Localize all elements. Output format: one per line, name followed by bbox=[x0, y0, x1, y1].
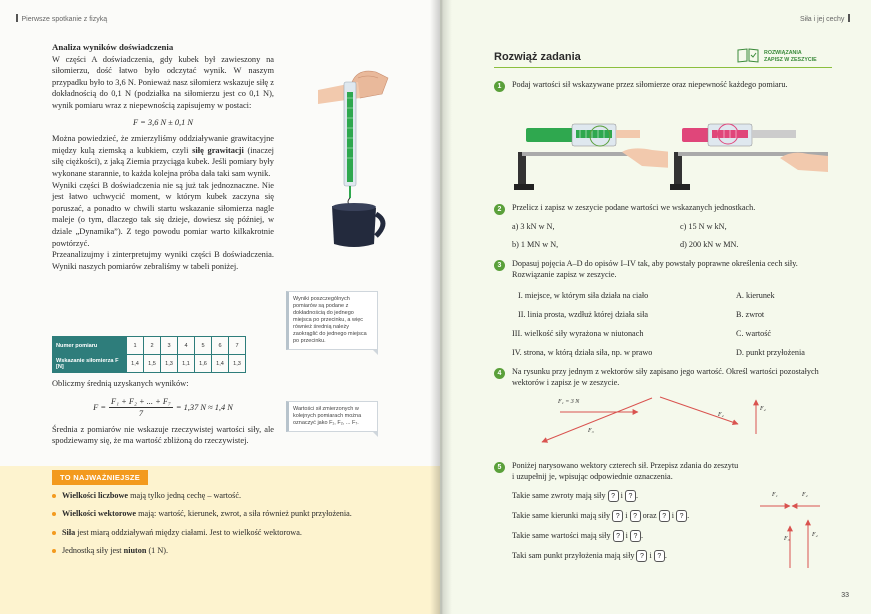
table-cell: 1,3 bbox=[161, 355, 178, 373]
task1-text: Podaj wartości sił wskazywane przez siłomierze oraz niepewność każdego pomiaru. bbox=[512, 80, 788, 89]
sentence-text: i bbox=[649, 551, 652, 560]
task3-left-item: II. linia prosta, wzdłuż której działa siła bbox=[518, 310, 649, 319]
answer-box: ? bbox=[612, 510, 623, 522]
list-item bbox=[52, 508, 382, 519]
answer-box: ? bbox=[625, 490, 636, 502]
summary-bold: niuton bbox=[123, 546, 147, 556]
running-head-text: Pierwsze spotkanie z fizyką bbox=[21, 16, 108, 23]
summary-text: mają tylko jedną cechę – wartość. bbox=[128, 491, 242, 500]
page-gutter bbox=[430, 0, 452, 614]
fraction-denominator: 7 bbox=[138, 409, 144, 419]
note-corner bbox=[372, 431, 378, 437]
title-rule bbox=[494, 67, 832, 68]
analysis-paragraph-2 bbox=[52, 133, 274, 179]
table-header-cell: Wskazanie siłomierza F [N] bbox=[53, 355, 127, 373]
force-meter-photo-b bbox=[668, 112, 828, 194]
task5-sentence bbox=[512, 550, 667, 562]
analysis-heading: Analiza wyników doświadczenia bbox=[52, 42, 174, 52]
mean-intro: Obliczmy średnią uzyskanych wyników: bbox=[52, 379, 189, 388]
task2-item: d) 200 kN w MN. bbox=[680, 240, 739, 249]
force-meter-photo-a bbox=[512, 112, 672, 194]
task2-item: b) 1 MN w N, bbox=[512, 240, 559, 249]
table-header-cell: Numer pomiaru bbox=[53, 337, 127, 355]
sentence-text: . bbox=[664, 551, 667, 560]
task-number: 4 bbox=[494, 368, 505, 379]
task3-right-item: C. wartość bbox=[736, 329, 772, 338]
answer-box: ? bbox=[613, 530, 624, 542]
summary-bold: Wielkości wektorowe bbox=[62, 509, 137, 519]
table-cell: 1,6 bbox=[195, 355, 212, 373]
task2-text: Przelicz i zapisz w zeszycie podane wartości we wskazanych jednostkach. bbox=[512, 203, 756, 212]
table-cell: 3 bbox=[161, 337, 178, 355]
mean-section bbox=[52, 378, 274, 447]
para2-text: Można powiedzieć, że zmierzyliśmy oddziaływanie grawitacyjne między kulą ziemską a kubkiem, czyli bbox=[52, 134, 274, 155]
analysis-paragraph-3: Wyniki części B doświadczenia nie są już tak jednoznaczne. Nie jest łatwo uchwycić moment, w którym kubek zaczyna się poruszać, a ponadto w chwili startu wskazanie siłomierza nagle maleje (o tym, dlaczego tak się dzieje, dowiesz się później, w dziale „Dynamika”). Z tego powodu pomiar warto kilkakrotnie powtórzyć. bbox=[52, 180, 274, 248]
sentence-text: . bbox=[635, 491, 639, 500]
task3-right-item: B. zwrot bbox=[736, 310, 765, 319]
task-number: 5 bbox=[494, 462, 505, 473]
summary-bold: Wielkości liczbowe bbox=[62, 491, 129, 500]
table-cell: 6 bbox=[212, 337, 229, 355]
mean-fraction bbox=[109, 396, 173, 420]
vector-f2 bbox=[660, 397, 738, 424]
notebook-icon bbox=[736, 47, 760, 63]
vector-f2-label: F₂ bbox=[718, 412, 724, 418]
analysis-section bbox=[52, 42, 274, 272]
sentence-text: . bbox=[640, 531, 644, 540]
task3-left-item: III. wielkość siły wyrażona w niutonach bbox=[512, 329, 644, 338]
vector-f4-label: F₄ bbox=[812, 532, 818, 538]
task-number: 1 bbox=[494, 81, 505, 92]
answer-box: ? bbox=[676, 510, 687, 522]
table-cell: 1,1 bbox=[178, 355, 195, 373]
task4-text: Na rysunku przy jednym z wektorów siły zapisano jego wartość. Określ wartości pozostałych wektorów i zapisz je w zeszycie. bbox=[512, 367, 819, 388]
mean-formula-lhs: F = bbox=[93, 402, 106, 412]
sentence-text: i bbox=[625, 511, 628, 520]
summary-text: (1 N). bbox=[146, 546, 169, 556]
table-cell: 4 bbox=[178, 337, 195, 355]
right-running-head bbox=[800, 14, 854, 23]
side-note-rounding bbox=[286, 291, 378, 350]
task-number: 3 bbox=[494, 260, 505, 271]
answer-box: ? bbox=[659, 510, 670, 522]
task3-left-item: IV. strona, w którą działa siła, np. w prawo bbox=[512, 348, 653, 357]
mean-conclusion: Średnia z pomiarów nie wskazuje rzeczywistej wartości siły, ale spodziewamy się, że ma wartość zbliżoną do rzeczywistej. bbox=[52, 424, 274, 446]
para2-rest: (inaczej siłę ciężkości), z jaką Ziemia przyciąga kubek. Jeśli pomiary były wykonane starannie, to każda kolejna próba dała taki sam wynik. bbox=[52, 145, 275, 178]
task5-text: Poniżej narysowano wektory czterech sił. Przepisz zdania do zeszytu i uzupełnij je, wpisując odpowiednie oznaczenia. bbox=[512, 461, 739, 482]
analysis-paragraph-4: Przeanalizujmy i zinterpretujmy wyniki części B doświadczenia. Wyniki naszych pomiarów zebraliśmy w tabeli poniżej. bbox=[52, 250, 274, 271]
running-head-text: Siła i jej cechy bbox=[800, 16, 845, 23]
mean-formula-rhs: = 1,37 N ≈ 1,4 N bbox=[175, 402, 233, 412]
summary-text: Jednostką siły jest bbox=[62, 546, 124, 556]
sentence-text: Taki sam punkt przyłożenia mają siły bbox=[512, 551, 635, 560]
answer-box: ? bbox=[608, 490, 619, 502]
vector-f1-label: F₁ = 3 N bbox=[558, 399, 580, 405]
solutions-badge bbox=[736, 47, 836, 67]
task3-left-item: I. miejsce, w którym siła działa na ciało bbox=[518, 291, 649, 300]
task3-right-item: D. punkt przyłożenia bbox=[736, 348, 805, 357]
summary-bold: Siła bbox=[62, 527, 76, 537]
vector-f3-label: F₃ bbox=[588, 428, 594, 434]
task3-text: Dopasuj pojęcia A–D do opisów I–IV tak, aby powstały poprawne określenia cech siły. Rozwiązanie zapisz w zeszycie. bbox=[512, 259, 798, 280]
task2-item: c) 15 N w kN, bbox=[680, 222, 727, 231]
table-cell: 1,5 bbox=[144, 355, 161, 373]
task5-sentence bbox=[512, 510, 689, 522]
sentence-text: Takie same kierunki mają siły bbox=[512, 511, 611, 520]
table-cell: 1,4 bbox=[127, 355, 144, 373]
sentence-text: Takie same zwroty mają siły bbox=[512, 491, 606, 500]
summary-text: jest miarą oddziaływań między ciałami. Jest to wielkość wektorowa. bbox=[75, 527, 302, 537]
badge-line-2: ZAPISZ W ZESZYCIE bbox=[764, 57, 817, 63]
table-cell: 1 bbox=[127, 337, 144, 355]
mean-formula bbox=[52, 396, 274, 420]
task5-sentence bbox=[512, 530, 643, 542]
summary-title: TO NAJWAŻNIEJSZE bbox=[52, 470, 148, 485]
task-number: 2 bbox=[494, 204, 505, 215]
sentence-text: oraz bbox=[642, 511, 657, 520]
answer-box: ? bbox=[630, 510, 641, 522]
fraction-numerator: F₁ + F₂ + ... + F₇ bbox=[109, 396, 173, 409]
task3-right-item: A. kierunek bbox=[736, 291, 775, 300]
table-row bbox=[53, 355, 246, 373]
table-cell: 2 bbox=[144, 337, 161, 355]
sentence-text: i bbox=[625, 531, 628, 540]
para2-bold: siłę grawitacji bbox=[192, 145, 244, 155]
table-cell: 1,3 bbox=[229, 355, 246, 373]
left-running-head bbox=[12, 14, 107, 23]
formula-result: F = 3,6 N ± 0,1 N bbox=[132, 117, 194, 127]
vector-f1-label: F₁ bbox=[772, 492, 778, 498]
list-item bbox=[52, 545, 382, 556]
table-cell: 5 bbox=[195, 337, 212, 355]
sentence-text: i bbox=[620, 491, 623, 500]
page-number: 33 bbox=[841, 592, 849, 599]
vector-f4-label: F₄ bbox=[760, 406, 766, 412]
force-meter-photo bbox=[318, 38, 422, 250]
side-note-rounding-text: Wyniki poszczególnych pomiarów są podane z dokładnością do jednego miejsca po przecinku, a więc również średnią należy zaokrąglić do jednego miejsca po przecinku. bbox=[293, 296, 367, 344]
answer-box: ? bbox=[636, 550, 647, 562]
badge-line-1: ROZWIĄZANIA bbox=[764, 50, 802, 56]
answer-box: ? bbox=[630, 530, 641, 542]
task5-sentence bbox=[512, 490, 638, 502]
sentence-text: Takie same wartości mają siły bbox=[512, 531, 611, 540]
note-corner bbox=[372, 349, 378, 355]
table-cell: 1,4 bbox=[212, 355, 229, 373]
analysis-paragraph-1: W części A doświadczenia, gdy kubek był zawieszony na siłomierzu, dość łatwo było odczytać wynik. W naszym przypadku było to 3,6 N. Ponieważ nasz siłomierz wskazuje siłę z dokładnością do 0,1 N (podziałka na siłomierzu jest co 0,1 N), wynik pomiaru wraz z niepewnością zapisujemy w postaci: bbox=[52, 54, 274, 110]
sentence-text: i bbox=[671, 511, 675, 520]
task2-item: a) 3 kN w N, bbox=[512, 222, 555, 231]
vector-f2-label: F₂ bbox=[802, 492, 808, 498]
table-cell: 7 bbox=[229, 337, 246, 355]
answer-box: ? bbox=[654, 550, 665, 562]
vector-f3-label: F₃ bbox=[784, 536, 790, 542]
list-item bbox=[52, 490, 382, 501]
summary-text: mają: wartość, kierunek, zwrot, a siła również punkt przyłożenia. bbox=[136, 509, 352, 519]
measurements-table bbox=[52, 336, 246, 373]
sentence-text: . bbox=[687, 511, 690, 520]
tasks-title: Rozwiąż zadania bbox=[494, 51, 581, 63]
table-row bbox=[53, 337, 246, 355]
list-item bbox=[52, 527, 382, 538]
summary-list bbox=[52, 490, 382, 564]
side-note-notation-text: Wartości sił zmierzonych w kolejnych pomiarach można oznaczyć jako F₁, F₂, ... F₇. bbox=[293, 406, 362, 426]
side-note-notation bbox=[286, 401, 378, 432]
